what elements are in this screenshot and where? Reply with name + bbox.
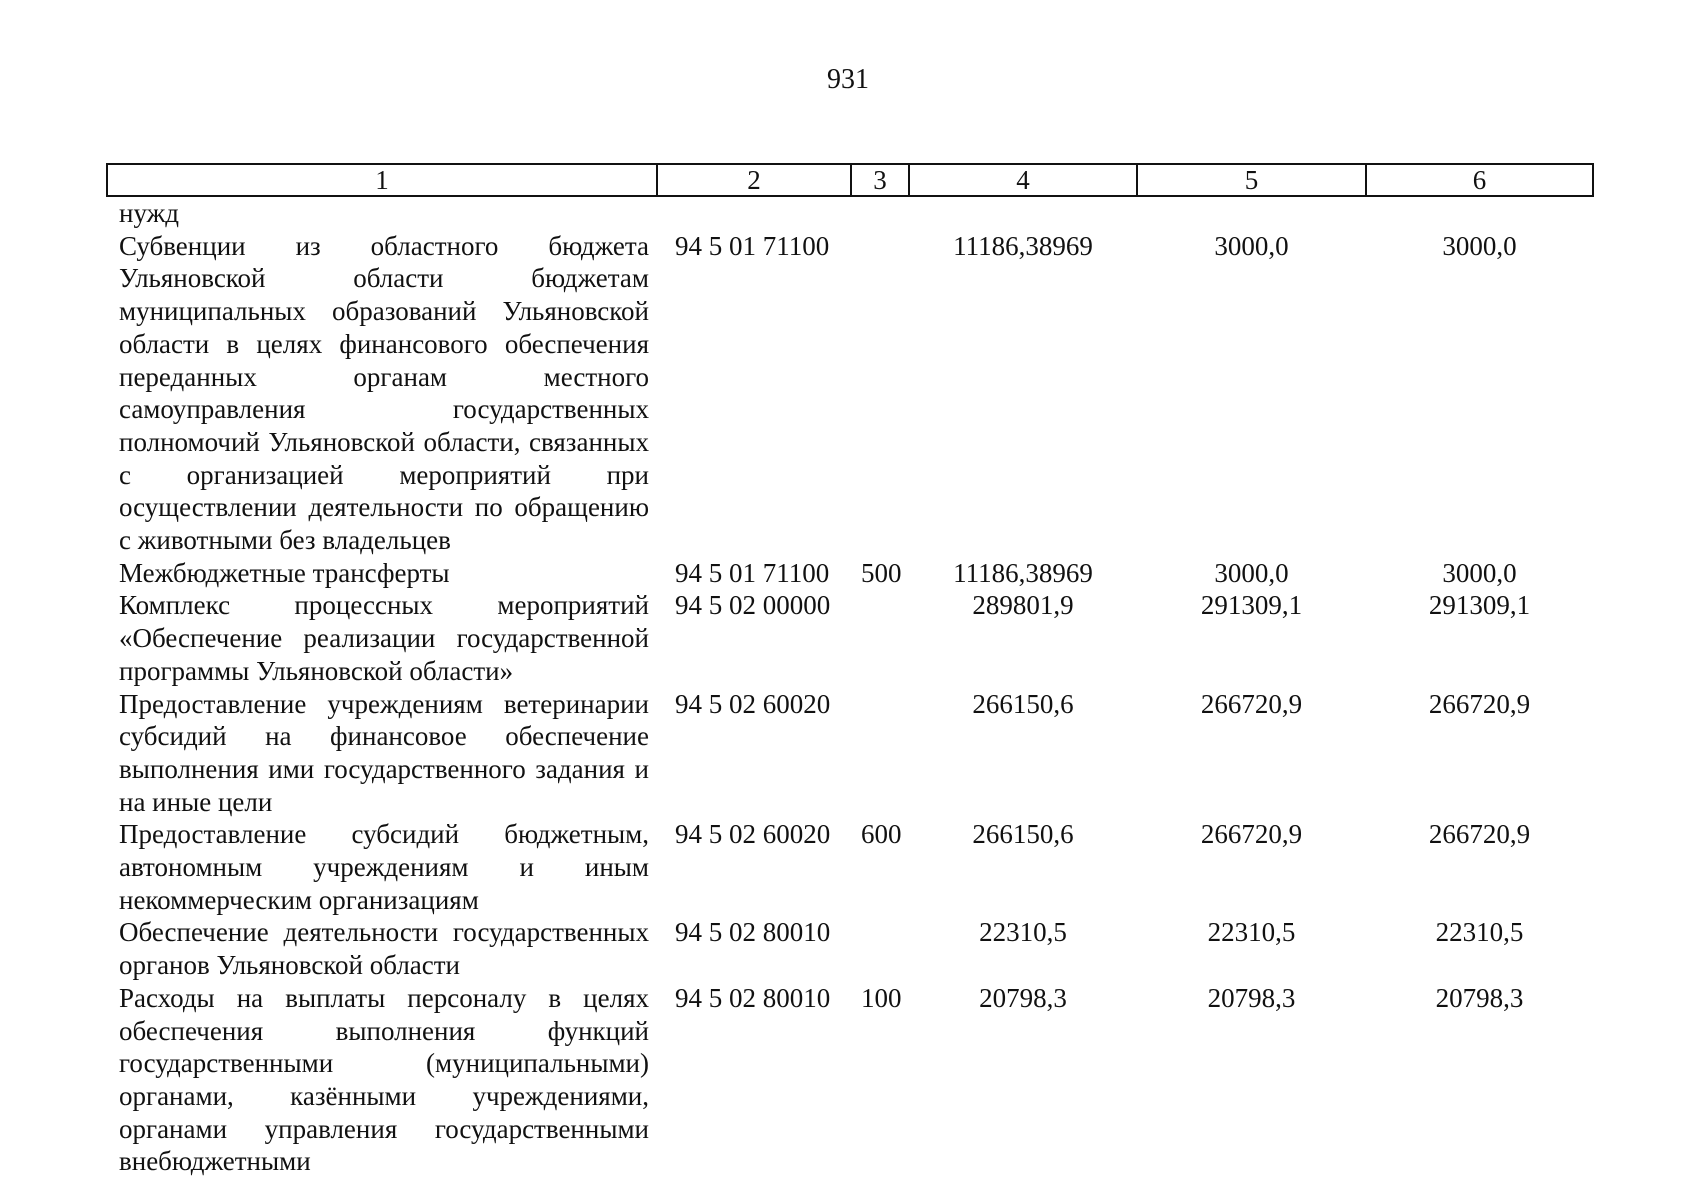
row-expense-type: [851, 589, 909, 687]
row-value-col6: [1366, 196, 1593, 230]
page-number: 931: [827, 64, 869, 95]
table-row: [107, 982, 1593, 1178]
row-target-code: 94 5 01 71100: [675, 230, 830, 261]
budget-table-wrap: [106, 163, 1592, 1178]
row-description: Межбюджетные трансферты: [119, 557, 450, 588]
row-expense-type: 600: [861, 819, 902, 850]
table-header: [107, 164, 1593, 196]
table-row: [107, 196, 1593, 230]
row-value-col6: 20798,3: [1435, 982, 1524, 1013]
row-value-col5: 266720,9: [1200, 688, 1303, 719]
row-target-code: 94 5 02 00000: [675, 590, 831, 621]
row-target-code: 94 5 02 80010: [675, 917, 831, 948]
row-value-col5: 22310,5: [1207, 917, 1296, 948]
row-description: Предоставление субсидий бюджетным, автономным учреждениям и иным некоммерческим организациям: [119, 819, 649, 915]
row-expense-type: 100: [861, 982, 902, 1013]
row-value-col4: 289801,9: [972, 590, 1074, 621]
row-description: Расходы на выплаты персоналу в целях обеспечения выполнения функций государственными (муниципальными) органами, казёнными учреждениями, органами управления государственными внебюджетными: [119, 982, 649, 1177]
row-target-code: 94 5 02 60020: [675, 688, 831, 719]
row-value-col6: 3000,0: [1442, 230, 1517, 261]
budget-table: [106, 163, 1594, 1178]
row-value-col6: 266720,9: [1428, 819, 1531, 850]
row-description: Комплекс процессных мероприятий «Обеспечение реализации государственной программы Ульяновской области»: [119, 590, 649, 686]
table-body: [107, 196, 1593, 1178]
row-value-col5: 3000,0: [1214, 230, 1289, 261]
row-description: Предоставление учреждениям ветеринарии субсидий на финансовое обеспечение выполнения ими государственного задания и на иные цели: [119, 688, 649, 817]
header-col-6: 6: [1366, 164, 1593, 196]
header-col-3: 3: [851, 164, 909, 196]
row-description: Субвенции из областного бюджета Ульяновской области бюджетам муниципальных образований Ульяновской области в целях финансового обеспечения переданных органам местного самоуправления государственных полномочий Ульяновской области, связанных с организацией мероприятий при осуществлении деятельности по обращению с животными без владельцев: [119, 230, 649, 556]
header-col-2: 2: [657, 164, 851, 196]
row-value-col5: [1137, 196, 1366, 230]
header-col-5: 5: [1137, 164, 1366, 196]
row-value-col4: 22310,5: [979, 917, 1067, 948]
row-expense-type: [851, 196, 909, 230]
row-target-code: 94 5 02 60020: [675, 819, 831, 850]
row-expense-type: 500: [861, 557, 902, 588]
row-value-col4: 266150,6: [972, 819, 1074, 850]
row-description: нужд: [119, 198, 179, 228]
row-value-col5: 20798,3: [1207, 982, 1296, 1013]
row-value-col5: 266720,9: [1200, 819, 1303, 850]
row-value-col4: [909, 196, 1137, 230]
row-description: Обеспечение деятельности государственных органов Ульяновской области: [119, 917, 649, 981]
table-row: [107, 818, 1593, 916]
header-row: [107, 164, 1593, 196]
table-row: [107, 557, 1593, 590]
row-value-col5: 291309,1: [1200, 590, 1303, 621]
table-row: [107, 589, 1593, 687]
row-value-col5: 3000,0: [1214, 557, 1289, 588]
row-value-col6: 22310,5: [1435, 917, 1524, 948]
row-value-col6: 291309,1: [1428, 590, 1531, 621]
row-target-code: 94 5 01 71100: [675, 557, 830, 588]
header-col-1: 1: [107, 164, 657, 196]
row-value-col6: 3000,0: [1442, 557, 1517, 588]
row-value-col4: 266150,6: [972, 688, 1074, 719]
table-row: [107, 916, 1593, 981]
row-value-col6: 266720,9: [1428, 688, 1531, 719]
row-expense-type: [851, 916, 909, 981]
row-value-col4: 11186,38969: [953, 557, 1093, 588]
table-row: [107, 688, 1593, 819]
row-expense-type: [851, 688, 909, 819]
header-col-4: 4: [909, 164, 1137, 196]
row-value-col4: 11186,38969: [953, 230, 1093, 261]
row-expense-type: [851, 230, 909, 557]
row-target-code: [657, 196, 851, 230]
row-target-code: 94 5 02 80010: [675, 982, 831, 1013]
table-row: [107, 230, 1593, 557]
row-value-col4: 20798,3: [979, 982, 1067, 1013]
